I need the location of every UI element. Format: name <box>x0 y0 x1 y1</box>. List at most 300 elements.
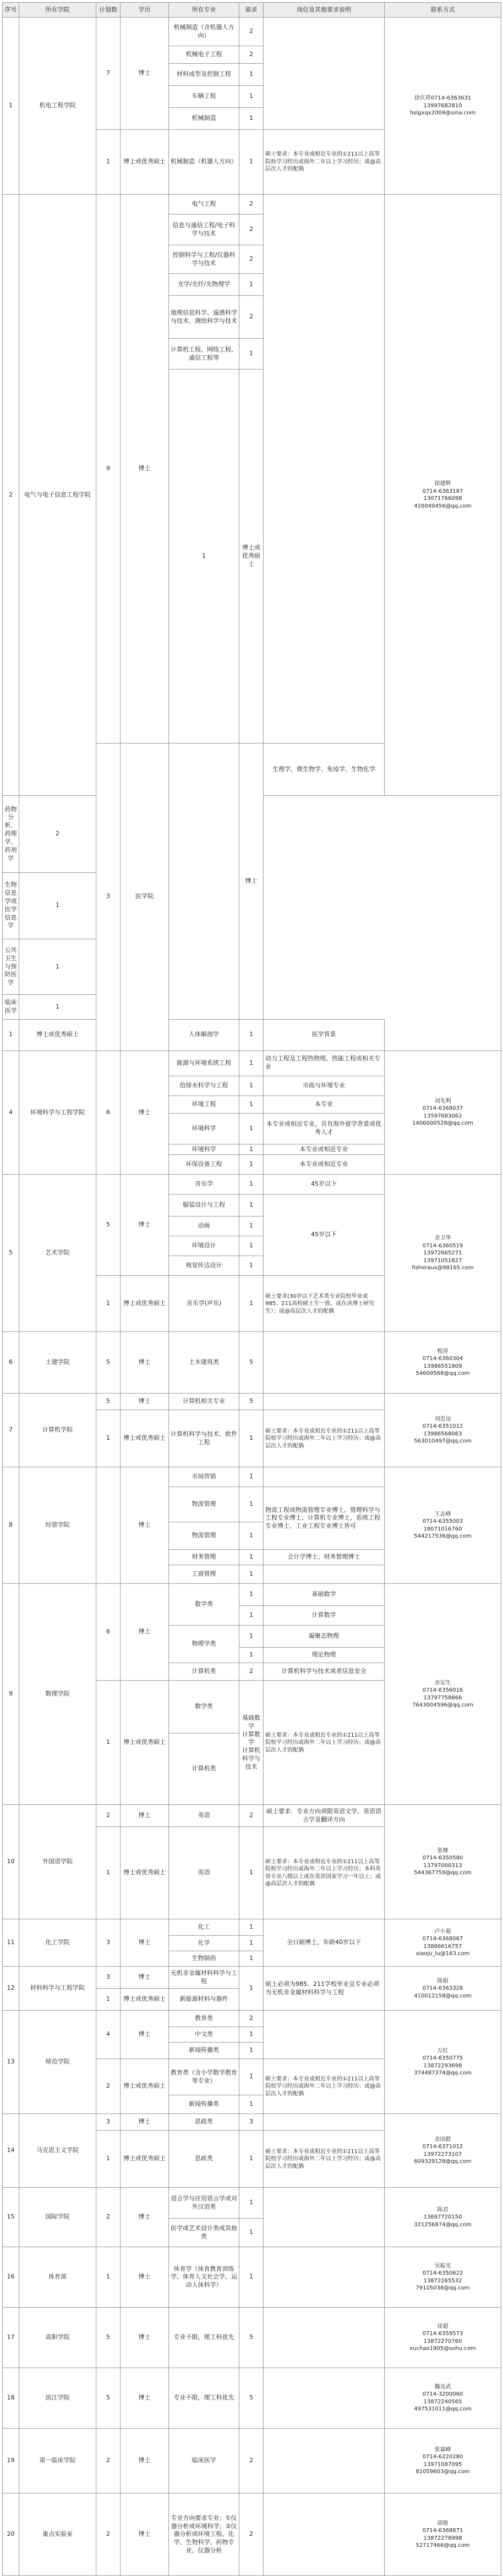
table-cell <box>96 1467 121 1584</box>
table-cell: 博士 <box>121 18 169 130</box>
table-cell: 物流工程或物流管理专业博士、管理科学与工程专业博士、计算机专业博士、系统工程专业博士、工业工程专业博士皆可 <box>264 1487 385 1550</box>
header-degree: 学历 <box>121 3 169 18</box>
table-cell: 20 <box>3 2494 19 2576</box>
table-row <box>3 18 501 46</box>
table-cell: 本专业或相近专业 <box>264 1144 385 1155</box>
table-cell: 1 <box>96 1827 121 1919</box>
table-cell: 万红 0714-6350775 13872293698 374487374@qq.com <box>385 2011 501 2114</box>
table-cell: 魏良武 0714-3200060 13872240565 497531011@qq.com <box>385 2368 501 2429</box>
table-cell: 博士 <box>121 1919 169 1967</box>
table-cell: 9 <box>96 195 121 744</box>
table-cell: 计算数学 <box>264 1606 385 1626</box>
table-cell: 2 <box>239 1805 264 1827</box>
table-row <box>3 2429 501 2494</box>
table-cell: 1 <box>239 1050 264 1076</box>
table-cell: 人体解剖学 <box>169 1019 239 1050</box>
table-cell: 材料科学与工程学院 <box>19 1967 96 2011</box>
table-cell: 无机非金属材料科学与工程 <box>169 1967 239 1989</box>
table-cell: 2 <box>239 2429 264 2494</box>
table-cell: 博士 <box>121 1805 169 1827</box>
table-cell: 环境科学与工程学院 <box>19 1050 96 1175</box>
table-row <box>3 1967 501 1989</box>
table-cell: 1 <box>239 1919 264 1936</box>
table-cell: 生物制药 <box>169 1951 239 1967</box>
table-cell: 财务管理 <box>169 1550 239 1565</box>
table-cell: 博士或优秀硕士 <box>121 1410 169 1467</box>
table-cell: 外国语学院 <box>19 1805 96 1919</box>
table-row <box>3 2011 501 2027</box>
table-header-row <box>3 3 501 18</box>
table-cell: 13 <box>3 2011 19 2114</box>
table-cell: 2 <box>239 296 264 339</box>
table-cell: 14 <box>3 2114 19 2188</box>
table-cell: 土建学院 <box>19 1332 96 1394</box>
table-cell: 环境设计 <box>169 1236 239 1256</box>
table-cell: 程涛 0714-6360304 13986551809 54609568@qq.com <box>385 1332 501 1394</box>
table-cell: 医学背景 <box>264 1019 385 1050</box>
table-cell: 本专业 <box>264 1096 385 1113</box>
table-cell: 1 <box>19 995 96 1020</box>
table-cell: 1 <box>239 1467 264 1487</box>
table-cell: 物流管理 <box>169 1487 239 1522</box>
table-cell: 1 <box>96 2247 121 2308</box>
table-cell <box>264 1467 385 1487</box>
header-contact: 联系方式 <box>385 3 501 18</box>
table-cell: 1 <box>96 130 121 195</box>
table-cell <box>264 2494 385 2576</box>
table-cell: 2 <box>239 46 264 64</box>
table-cell <box>169 744 239 1020</box>
table-cell: 1 <box>239 2219 264 2247</box>
table-row <box>3 1805 501 1827</box>
table-cell: 2 <box>239 245 264 274</box>
table-cell: 5 <box>239 1394 264 1410</box>
table-cell: 马克思主义学院 <box>19 2114 96 2188</box>
table-row <box>3 2247 501 2308</box>
table-cell: 化学 <box>169 1936 239 1951</box>
table-cell: 余卫华 0714-6360519 13972665271 13971051827 fisheraus@98165.com <box>385 1175 501 1332</box>
table-cell: 1 <box>239 2043 264 2059</box>
table-cell: 1 <box>239 1096 264 1113</box>
table-cell: 计算机科学与技术、软件工程 <box>169 1410 239 1467</box>
table-cell: 3 <box>96 1967 121 1989</box>
table-cell: 电气工程 <box>169 195 239 214</box>
table-cell: 博士 <box>121 2429 169 2494</box>
table-cell: 博士 <box>121 2247 169 2308</box>
table-cell: 计算机工程、网络工程、通信工程等 <box>169 339 239 370</box>
table-cell: 临床医学 <box>3 995 19 1020</box>
table-row <box>3 2114 501 2131</box>
table-cell: 博士 <box>121 2188 169 2247</box>
table-cell: 1 <box>239 64 264 86</box>
table-cell: 余国群 0714-6371012 13972273107 609329128@qq.com <box>385 2114 501 2188</box>
table-cell: 英语 <box>169 1827 239 1919</box>
table-cell: 1 <box>239 1256 264 1276</box>
table-cell: 数学类 <box>169 1681 239 1733</box>
table-cell: 12 <box>3 1967 19 2011</box>
table-cell: 1 <box>239 1155 264 1175</box>
table-cell: 新能源材料与器件 <box>169 1989 239 2011</box>
table-cell: 2 <box>239 214 264 245</box>
table-cell: 硕士要求：本专业或相近专业的①211以上高等院校学习经历或海外二年以上学习经历；或@高层次人才的配偶 <box>264 1410 385 1467</box>
table-cell: 服装设计与工程 <box>169 1195 239 1217</box>
table-cell: 博士 <box>121 1332 169 1394</box>
table-cell: 5 <box>96 1175 121 1276</box>
table-cell: 1 <box>239 1648 264 1663</box>
table-cell: 动画 <box>169 1217 239 1236</box>
table-cell: 环境科学 <box>169 1113 239 1144</box>
table-cell: 1 <box>239 1487 264 1522</box>
table-cell: 45岁以下 <box>264 1195 385 1276</box>
table-cell: 博士 <box>121 2011 169 2059</box>
table-cell: 9 <box>3 1584 19 1805</box>
table-cell <box>264 2188 385 2247</box>
table-cell: 化工 <box>169 1919 239 1936</box>
table-cell: 动力工程及工程热物理、热能工程或相关专业 <box>264 1050 385 1076</box>
table-cell: 电气与电子信息工程学院 <box>19 195 96 796</box>
table-cell: 2 <box>96 2059 121 2114</box>
table-cell: 硕士要求：本专业或相近专业的①211以上高等院校学习经历或海外二年以上学习经历；或@高层次人才的配偶 <box>264 2059 385 2114</box>
table-cell: 师范学院 <box>19 2011 96 2114</box>
table-row <box>3 2308 501 2368</box>
table-cell: 2 <box>239 2494 264 2576</box>
table-cell: 1 <box>239 274 264 296</box>
table-cell: 重点实验室 <box>19 2494 96 2576</box>
table-cell: 国际学院 <box>19 2188 96 2247</box>
table-cell: 机械制造（含机器人方向） <box>169 18 239 46</box>
table-cell: 1 <box>239 1019 264 1050</box>
table-cell: 博士 <box>121 1467 169 1584</box>
table-cell: 2 <box>19 796 96 873</box>
table-cell: 本专业或相近专业 <box>264 1155 385 1175</box>
table-cell: 1 <box>3 18 19 195</box>
table-row <box>3 2494 501 2576</box>
table-cell: 1 <box>19 872 96 939</box>
table-cell <box>264 195 385 744</box>
table-cell: 1 <box>239 1236 264 1256</box>
table-cell: 本专业或相近专业，具有海外留学背景或优秀人才 <box>264 1113 385 1144</box>
table-cell: 1 <box>239 1550 264 1565</box>
table-cell: 艺术学院 <box>19 1175 96 1332</box>
table-cell: 博士或优秀硕士 <box>121 2059 169 2114</box>
table-cell: 硕士要求：本专业或相近专业的①211以上高等院校学习经历或海外二年以上学习经历；或@高层次人才的配偶 <box>264 1681 385 1805</box>
table-cell <box>264 1565 385 1584</box>
table-cell: 1 <box>239 1936 264 1951</box>
table-cell: 高职学院 <box>19 2308 96 2368</box>
table-cell <box>264 2114 385 2131</box>
table-cell: 体育学（体育教育训练学、体育人文社会学、运动人体科学） <box>169 2247 239 2308</box>
table-cell: 视觉传达设计 <box>169 1256 239 1276</box>
table-cell: 博士或优秀硕士 <box>121 130 169 195</box>
table-cell: 思政类 <box>169 2114 239 2131</box>
table-cell: 硕士要求：专业方向须限英语文学、英语语言学及翻译方向 <box>264 1805 385 1827</box>
table-cell: 机械制造 <box>169 108 239 130</box>
table-cell: 1 <box>239 130 264 195</box>
table-cell: 信息与通信工程/电子科学与技术 <box>169 214 239 245</box>
table-cell: 博士 <box>121 1394 169 1410</box>
table-cell: 1 <box>239 1175 264 1195</box>
table-cell: 1 <box>239 2059 264 2095</box>
table-cell: 会计学博士、财务管理博士 <box>264 1550 385 1565</box>
table-cell: 1 <box>239 1606 264 1626</box>
table-cell: 1 <box>239 1076 264 1096</box>
table-cell: 能源与环境系统工程 <box>169 1050 239 1076</box>
table-row <box>3 1394 501 1410</box>
table-cell: 化工学院 <box>19 1919 96 1967</box>
table-cell <box>264 2308 385 2368</box>
table-cell <box>264 1332 385 1394</box>
table-cell: 6 <box>3 1332 19 1394</box>
table-cell: 2 <box>96 2188 121 2247</box>
table-cell: 18 <box>3 2368 19 2429</box>
table-cell: 博士或优秀硕士 <box>121 1276 169 1332</box>
table-cell: 5 <box>96 2308 121 2368</box>
table-cell: 1 <box>239 2027 264 2043</box>
recruitment-table <box>2 2 501 2576</box>
table-cell: 生物信息学或医学信息学 <box>3 872 19 939</box>
table-cell: 1 <box>239 1276 264 1332</box>
table-cell: 7 <box>3 1394 19 1467</box>
table-cell: 市政与环境专业 <box>264 1076 385 1096</box>
table-cell: 陈君 13697720150 321256974@qq.com <box>385 2188 501 2247</box>
table-cell: 2 <box>239 2011 264 2027</box>
table-cell: 专业不限，理工科优先 <box>169 2308 239 2368</box>
table-cell: 博士 <box>239 744 264 1020</box>
table-cell: 博士 <box>121 1967 169 1989</box>
table-cell: 4 <box>96 2011 121 2059</box>
table-cell: 硕士要求(30岁以下艺术类专业院校毕业或985、211高校硕士生一致、或在读博士研究生）；或@高层次人才的配偶 <box>264 1276 385 1332</box>
header-major: 所在专业 <box>169 3 239 18</box>
table-cell: 1 <box>96 1276 121 1332</box>
table-cell: 徐建辉 0714-6363187 13071766098 416049456@qq.com <box>385 195 501 796</box>
table-cell: 15 <box>3 2188 19 2247</box>
table-cell: 计算机学院 <box>19 1394 96 1467</box>
table-cell: 3 <box>239 2114 264 2131</box>
table-cell: 张霖峰 0714-6220280 13971087095 81059603@qq.com <box>385 2429 501 2494</box>
table-cell: 1 <box>239 1967 264 2011</box>
table-cell: 1 <box>96 1410 121 1467</box>
table-cell: 生理学、微生物学、免疫学、生物化学 <box>264 744 385 796</box>
table-cell: 3 <box>96 744 121 1051</box>
table-cell: 1 <box>96 1989 121 2011</box>
table-cell: 体育部 <box>19 2247 96 2308</box>
table-cell: 凝聚态物理 <box>264 1626 385 1648</box>
table-cell: 博士 <box>121 2114 169 2131</box>
table-cell: 1 <box>239 1522 264 1550</box>
table-cell: 6 <box>96 1584 121 1681</box>
table-cell: 1 <box>239 1827 264 1919</box>
table-cell: 博士 <box>121 2494 169 2576</box>
table-cell: 1 <box>19 939 96 995</box>
table-cell: 环保设备工程 <box>169 1155 239 1175</box>
table-cell: 11 <box>3 1919 19 1967</box>
table-cell: 2 <box>239 18 264 46</box>
table-row <box>3 1019 501 1050</box>
table-cell: 1 <box>239 1410 264 1467</box>
table-cell: 思政类 <box>169 2131 239 2188</box>
table-cell: 5 <box>96 2368 121 2429</box>
table-cell: 市场营销 <box>169 1467 239 1487</box>
table-row <box>3 1919 501 1936</box>
table-cell: 中文类 <box>169 2027 239 2043</box>
table-cell: 车辆工程 <box>169 86 239 108</box>
table-cell: 经管学院 <box>19 1467 96 1584</box>
table-cell: 19 <box>3 2429 19 2494</box>
table-cell: 6 <box>96 1050 121 1175</box>
table-cell: 7 <box>96 18 121 130</box>
table-cell: 基础数学 <box>264 1584 385 1606</box>
table-cell: 1 <box>239 2247 264 2308</box>
header-requirements: 岗位及其他要求说明 <box>264 3 385 18</box>
table-row <box>3 1332 501 1394</box>
table-cell: 1 <box>239 1144 264 1155</box>
table-cell: 环境工程 <box>169 1096 239 1113</box>
header-plan-count: 计划数 <box>96 3 121 18</box>
table-cell: 音乐学 <box>169 1175 239 1195</box>
table-cell <box>264 1394 385 1410</box>
table-cell: 1 <box>3 1019 19 1050</box>
table-cell: 音乐学(声乐) <box>169 1276 239 1332</box>
table-cell: 5 <box>239 1332 264 1394</box>
table-cell: 控制科学与工程/仪器科学与技术 <box>169 245 239 274</box>
table-cell: 吴振光 0714-6350622 13872265532 79105038@qq.com <box>385 2247 501 2308</box>
header-demand: 需求 <box>239 3 264 18</box>
table-cell: 1 <box>239 108 264 130</box>
table-cell: 物理学类 <box>169 1626 239 1663</box>
table-cell: 硕士必须为985、211学校毕业且专业必须为无机非金属材料科学与工程 <box>264 1967 385 2011</box>
table-cell: 专业不限，理工科优先 <box>169 2368 239 2429</box>
table-cell: 2 <box>3 195 19 796</box>
table-cell: 光学/光纤/光物理学 <box>169 274 239 296</box>
table-cell: 1 <box>239 2131 264 2188</box>
table-cell: 博士或优秀硕士 <box>19 1019 96 1050</box>
table-cell: 1 <box>239 1626 264 1648</box>
table-cell <box>264 2368 385 2429</box>
table-cell: 徐超 0714-6359573 13872270760 xuchao1905@sohu.com <box>385 2308 501 2368</box>
table-cell: 卢小菊 0714-6368067 13886616757 xiaoju_lu@163.com <box>385 1919 501 1967</box>
table-cell: 徐庆祥0714-6363631 13997682810 hslgxqx2009@sina.com <box>385 18 501 195</box>
table-cell: 数学类 <box>169 1584 239 1626</box>
table-cell: 医学或艺术设计类或其他类 <box>169 2219 239 2247</box>
table-cell: 1 <box>239 1565 264 1584</box>
table-cell: 博士或优秀硕士 <box>121 1681 169 1805</box>
table-cell: 博士或优秀硕士 <box>121 1827 169 1919</box>
table-cell: 理论物理 <box>264 1648 385 1663</box>
table-cell: 4 <box>3 1050 19 1175</box>
table-row <box>3 2368 501 2429</box>
table-cell: 2 <box>96 2494 121 2576</box>
table-cell: 第一临床学院 <box>19 2429 96 2494</box>
table-cell: 硕士要求：本专业或相近专业的①211以上高等院校学习经历或海外二年以上学习经历；或@高层次人才的配偶 <box>264 2131 385 2188</box>
table-cell: 1 <box>169 370 239 744</box>
table-cell: 药物分析、药理学、药剂学 <box>3 796 19 873</box>
table-cell: 硕士要求：本专业或相近专业的①211以上高等院校学习经历或海外二年以上学习经历；本科英语专业八级以上或在英语国家学习一年以上；或@高层次人才的配偶 <box>264 1827 385 1919</box>
table-cell: 基础数学 计算数学 计算机科学与技术 <box>239 1681 264 1805</box>
table-cell: 机械电子工程 <box>169 46 239 64</box>
table-cell: 土木建筑类 <box>169 1332 239 1394</box>
table-cell: 2 <box>239 195 264 214</box>
table-cell: 1 <box>239 2188 264 2219</box>
table-cell: 博士 <box>121 1050 169 1175</box>
table-cell: 5 <box>239 2308 264 2368</box>
header-index: 序号 <box>3 3 19 18</box>
table-cell: 物流管理 <box>169 1522 239 1550</box>
table-cell: 医学院 <box>121 744 169 1051</box>
table-row <box>3 1467 501 1487</box>
table-row <box>3 1050 501 1076</box>
table-cell: 新闻传播类 <box>169 2043 239 2059</box>
table-cell: 1 <box>239 339 264 370</box>
table-cell: 5 <box>239 2368 264 2429</box>
table-cell: 机械制造（机器人方向） <box>169 130 239 195</box>
table-cell: 博士或优秀硕士 <box>121 2131 169 2188</box>
table-cell: 计算机类 <box>169 1663 239 1681</box>
table-cell: 公共卫生与预防医学 <box>3 939 19 995</box>
table-cell: 2 <box>239 1663 264 1681</box>
table-cell: 17 <box>3 2308 19 2368</box>
table-cell: 1 <box>239 2095 264 2114</box>
table-cell: 1 <box>239 1195 264 1217</box>
table-cell: 1 <box>239 1217 264 1236</box>
table-cell: 计算机科学与技术或者信息安全 <box>264 1663 385 1681</box>
table-cell: 环境科学 <box>169 1144 239 1155</box>
table-cell: 1 <box>239 86 264 108</box>
table-cell: 全日制博士，年龄40岁以下 <box>264 1919 385 1967</box>
table-cell <box>264 18 385 130</box>
table-cell: 陈娟 0714-6363328 410012158@qq.com <box>385 1967 501 2011</box>
table-cell: 计算机类 <box>169 1733 239 1805</box>
table-cell: 专业方向要求专业：①仪器分析或环境科学；②仪器分析或环境工程、化学、生物科学、药物专业、仪器分析 <box>169 2494 239 2576</box>
table-cell: 机电工程学院 <box>19 18 96 195</box>
header-college: 所在学院 <box>19 3 96 18</box>
table-cell: 刘忠远 0714-6351012 13986568063 563010497@qq.com <box>385 1394 501 1467</box>
table-cell <box>264 2429 385 2494</box>
table-cell: 1 <box>96 1681 121 1805</box>
table-cell: 博士 <box>121 1175 169 1276</box>
table-cell: 语言学与应用语言学或对外汉语类 <box>169 2188 239 2219</box>
table-body <box>3 18 501 2576</box>
table-cell: 张继 0714-6350580 13797000313 544367759@qq.com <box>385 1805 501 1919</box>
table-cell: 5 <box>96 1332 121 1394</box>
table-cell: 博士或优秀硕士 <box>121 1989 169 2011</box>
table-cell: 英语 <box>169 1805 239 1827</box>
table-cell: 教育类 <box>169 2011 239 2027</box>
table-row <box>3 1584 501 1606</box>
table-cell: 博士 <box>121 2368 169 2429</box>
table-cell: 数理学院 <box>19 1584 96 1805</box>
table-cell: 博士 <box>121 195 169 744</box>
table-cell: 王志峰 0714-6355003 18071016760 544217536@qq.com <box>385 1467 501 1584</box>
table-cell: 5 <box>3 1175 19 1332</box>
table-cell: 余宏生 0714-6356016 13797758866 7643004596@qq.com <box>385 1584 501 1805</box>
table-cell: 计算机相关专业 <box>169 1394 239 1410</box>
table-cell: 1 <box>96 2131 121 2188</box>
table-cell: 硕士要求：本专业或相近专业的①211以上高等院校学习经历或海外二年以上学习经历；或@高层次人才的配偶 <box>264 130 385 195</box>
table-cell: 材料成型及控制工程 <box>169 64 239 86</box>
table-cell: 博士 <box>121 2308 169 2368</box>
table-cell: 地理信息科学、遥感科学与技术、测绘科学与技术 <box>169 296 239 339</box>
table-cell: 1 <box>239 1584 264 1606</box>
table-cell: 临床医学 <box>169 2429 239 2494</box>
table-cell: 16 <box>3 2247 19 2308</box>
table-cell: 邱艳 0714-6368871 13872278998 52717466@qq.com <box>385 2494 501 2576</box>
table-cell: 3 <box>96 1919 121 1967</box>
table-cell: 博士或优秀硕士 <box>239 370 264 744</box>
table-cell: 8 <box>3 1467 19 1584</box>
table-cell: 2 <box>96 1805 121 1827</box>
table-cell: 10 <box>3 1805 19 1919</box>
table-row <box>3 195 501 214</box>
